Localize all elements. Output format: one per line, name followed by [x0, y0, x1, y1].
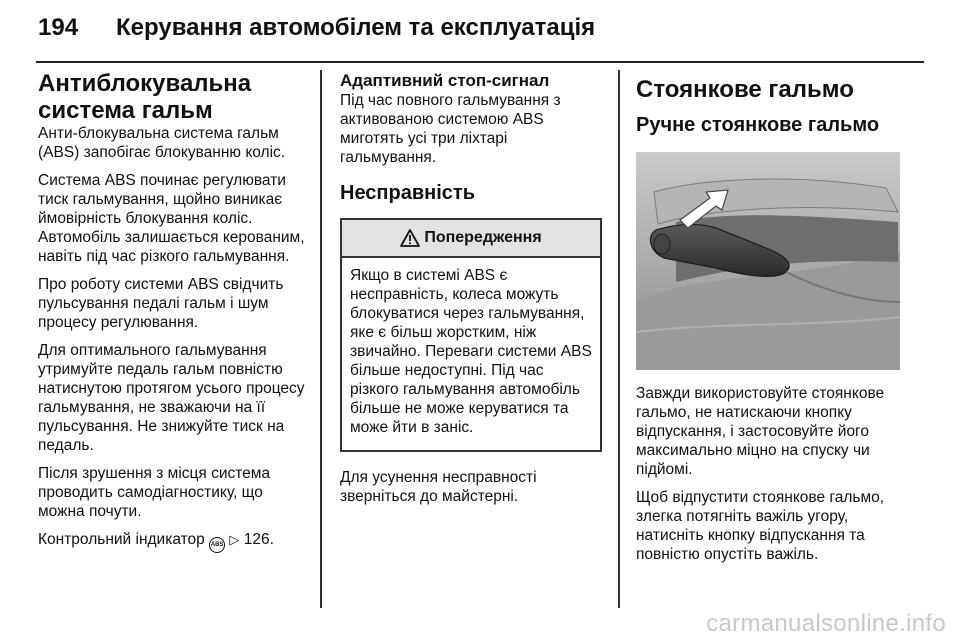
column-adaptive — [340, 70, 602, 515]
column-divider — [618, 70, 620, 608]
fault-heading: Несправність — [340, 182, 475, 204]
adaptive-heading: Адаптивний стоп-сигнал — [340, 71, 550, 90]
handbrake-illustration — [636, 152, 900, 370]
page-reference-icon: ▷ — [229, 532, 240, 547]
abs-paragraph: Система ABS починає регулювати тиск гальмування, щойно виникає ймовірність блокування коліс. Автомобіль залишається керованим, навіть під час різкого гальмування. — [38, 172, 305, 265]
chapter-title: Керування автомобілем та експлуатація — [116, 14, 596, 41]
abs-indicator-icon: ABS — [209, 537, 225, 553]
warning-text: Якщо в системі ABS є несправність, колеса можуть блокуватися через гальмування, яке є більш жорстким, ніж звичайно. Переваги системи ABS більше недоступні. Під час різкого гальмування автомобіль більше не може керуватися та може йти в заніс. — [350, 267, 592, 436]
warning-label: Попередження — [424, 229, 542, 246]
column-parking — [636, 70, 906, 573]
indicator-text: Контрольний індикатор — [38, 531, 205, 548]
watermark-text: carmanualsonline.info — [706, 610, 946, 637]
abs-paragraph: Після зрушення з місця система проводить самодіагностику, що можна почути. — [38, 465, 271, 520]
parking-subheading: Ручне стоянкове гальмо — [636, 114, 880, 136]
abs-paragraph: Про роботу системи ABS свідчить пульсування педалі гальм і шум процесу регулювання. — [38, 276, 284, 331]
abs-heading-line1: Антиблокувальна — [38, 70, 252, 97]
column-abs — [38, 70, 308, 562]
page-number: 194 — [38, 14, 79, 41]
fault-paragraph: Для усунення несправності зверніться до майстерні. — [340, 469, 537, 505]
parking-paragraph: Щоб відпустити стоянкове гальмо, злегка потягніть важіль угору, натисніть кнопку відпускання та повністю опустіть важіль. — [636, 489, 885, 563]
warning-triangle-icon — [400, 229, 420, 247]
abs-heading-line2: система гальм — [38, 97, 213, 124]
abs-heading — [38, 70, 308, 124]
column-divider — [320, 70, 322, 608]
abs-paragraph: Для оптимального гальмування утримуйте педаль гальм повністю натиснутою протягом усього процесу гальмування, не зважаючи на її пульсування. Не знижуйте тиск на педаль. — [38, 342, 305, 454]
abs-paragraph: Анти-блокувальна система гальм (ABS) запобігає блокуванню коліс. — [38, 125, 286, 161]
warning-box — [340, 218, 602, 452]
warning-body — [342, 258, 600, 450]
abs-indicator-paragraph — [38, 530, 308, 553]
parking-heading: Стоянкове гальмо — [636, 76, 854, 103]
adaptive-paragraph: Під час повного гальмування з активованою системою ABS миготять усі три ліхтарі гальмування. — [340, 92, 561, 166]
header-divider — [36, 61, 924, 63]
page-header — [0, 0, 960, 62]
page-reference-link[interactable]: 126. — [243, 531, 274, 548]
warning-header — [342, 220, 600, 258]
parking-paragraph: Завжди використовуйте стоянкове гальмо, не натискаючи кнопку відпускання, і застосовуйте його максимально міцно на спуску чи підйомі. — [636, 385, 885, 478]
